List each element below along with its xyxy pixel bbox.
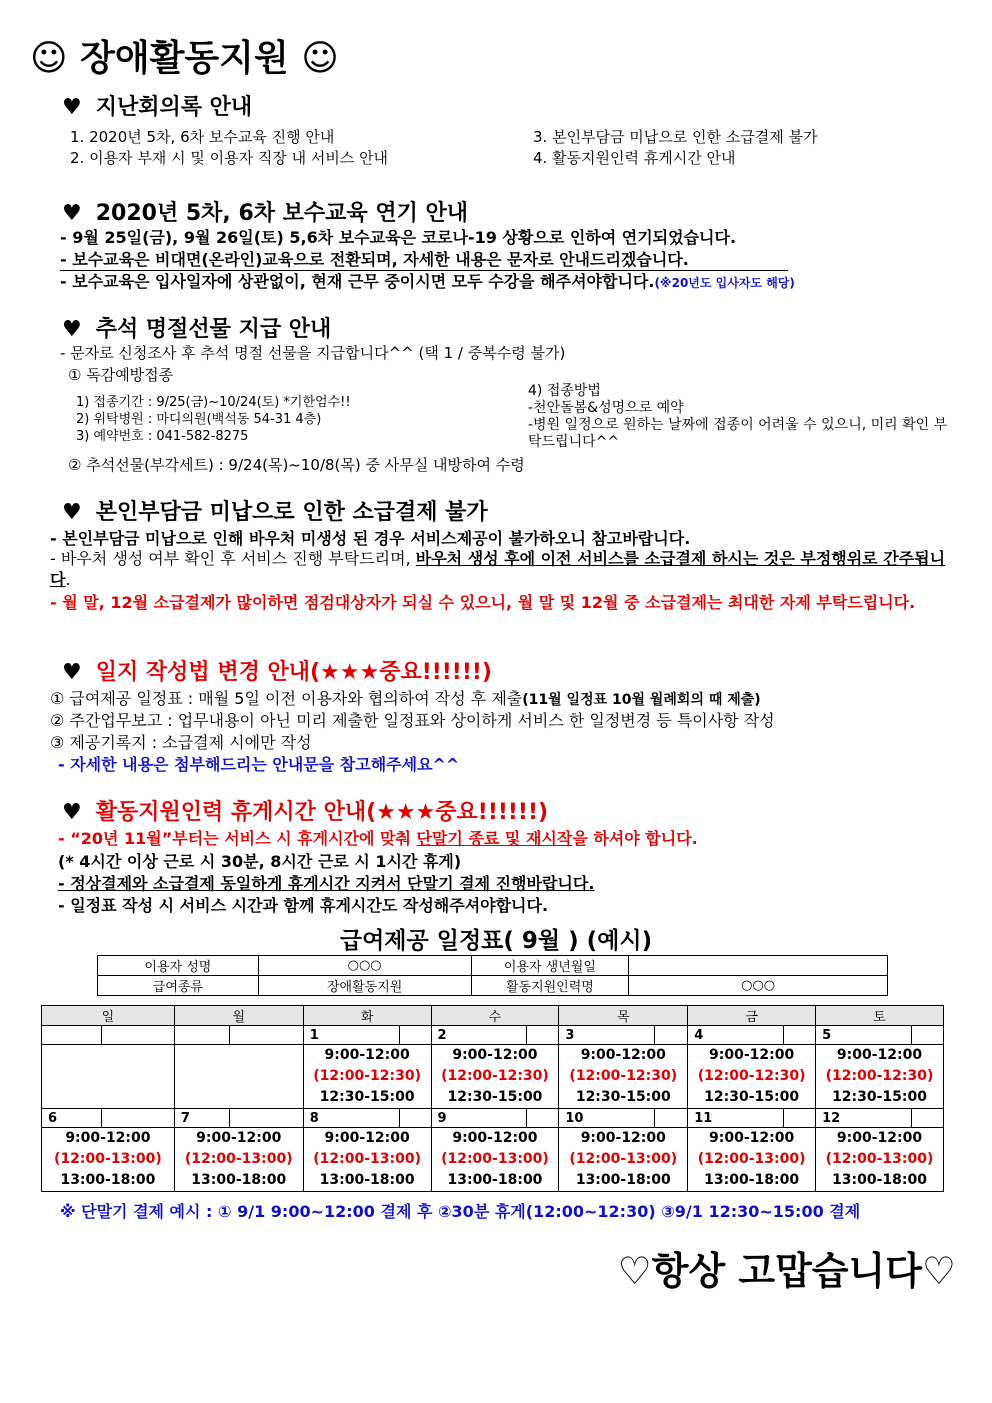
session-work-2: 12:30-15:00 <box>704 1089 800 1105</box>
copay-line-3: - 월 말, 12월 소급결제가 많이하면 점검대상자가 되실 수 있으니, 월 말 및 12월 중 소급결제는 최대한 자제 부탁드립니다. <box>50 593 916 612</box>
session-rest: (12:00-12:30) <box>441 1068 549 1084</box>
session-work-1: 9:00-12:00 <box>836 1047 923 1063</box>
day-number: 5 <box>816 1026 912 1045</box>
user-birth-value <box>629 956 888 976</box>
heart-icon: ♥ <box>62 660 82 685</box>
rest-line-1b: 단말기 종료 및 재시작 <box>416 829 573 848</box>
meeting-item-3: 3. 본인부담금 미납으로 인한 소급결제 불가 <box>533 128 818 146</box>
section-4-heading <box>62 495 488 526</box>
log-note: - 자세한 내용은 첨부해드리는 안내문을 참고해주세요^^ <box>58 755 460 774</box>
day-number-spacer <box>229 1109 303 1128</box>
meeting-item-1: 1. 2020년 5차, 6차 보수교육 진행 안내 <box>70 128 335 146</box>
meeting-item-2: 2. 이용자 부재 시 및 이용자 직장 내 서비스 안내 <box>70 149 389 167</box>
edu-line-3-note: (※20년도 입사자도 해당) <box>654 276 795 290</box>
day-number-spacer <box>784 1109 816 1128</box>
rest-line-3: - 정상결제와 소급결제 동일하게 휴게시간 지켜서 단말기 결제 진행바랍니다. <box>58 874 595 893</box>
edu-line-2: - 보수교육은 비대면(온라인)교육으로 전환되며, 자세한 내용은 문자로 안내드리겠습니다. <box>60 247 788 271</box>
gift-option-2: ② 추석선물(부각세트) : 9/24(목)~10/8(목) 중 사무실 내방하여 수령 <box>68 456 525 474</box>
session-work-1: 9:00-12:00 <box>324 1130 410 1146</box>
session-work-2: 13:00-18:00 <box>704 1172 800 1188</box>
edu-line-1: - 9월 25일(금), 9월 26일(토) 5,6차 보수교육은 코로나-19 상황으로 인하여 연기되었습니다. <box>60 228 737 247</box>
session-work-2: 13:00-18:00 <box>60 1172 156 1188</box>
section-2-heading <box>62 196 468 227</box>
day-header: 금 <box>688 1006 816 1026</box>
section-6-title: 활동지원인력 휴게시간 안내(★★★중요!!!!!!) <box>95 800 549 825</box>
day-number: 6 <box>42 1109 102 1128</box>
edu-line-3-text: - 보수교육은 입사일자에 상관없이, 현재 근무 중이시면 모두 수강을 해주셔야합니다. <box>60 272 655 291</box>
user-name-value: ○○○ <box>258 956 471 976</box>
worker-name-label: 활동지원인력명 <box>471 976 629 996</box>
vaccine-method-a: -천안돌봄&성명으로 예약 <box>528 400 684 416</box>
session-rest: (12:00-12:30) <box>825 1068 934 1084</box>
section-1-title: 지난회의록 안내 <box>95 95 253 120</box>
session-work-2: 12:30-15:00 <box>447 1089 543 1105</box>
session-work-2: 13:00-18:00 <box>447 1172 543 1188</box>
user-name-label: 이용자 성명 <box>98 956 259 976</box>
session-work-1: 9:00-12:00 <box>196 1130 282 1146</box>
day-sessions <box>431 1045 559 1109</box>
vaccine-period: 1) 접종기간 : 9/25(금)~10/24(토) *기한엄수!! <box>76 395 351 410</box>
closing-message: ♡항상 고맙습니다♡ <box>617 1249 956 1293</box>
heart-icon: ♥ <box>62 800 82 825</box>
session-rest: (12:00-12:30) <box>569 1068 678 1084</box>
gift-intro: - 문자로 신청조사 후 추석 명절 선물을 지급합니다^^ (택 1 / 중복수령 불가) <box>60 344 566 362</box>
day-header: 화 <box>303 1006 431 1026</box>
session-rest: (12:00-13:00) <box>569 1151 678 1167</box>
session-work-2: 12:30-15:00 <box>832 1089 927 1105</box>
session-rest: (12:00-13:00) <box>313 1151 421 1167</box>
day-sessions <box>42 1045 175 1109</box>
vaccine-method-b: -병원 일정으로 원하는 날짜에 접종이 어려울 수 있으니, 미리 확인 부탁드립니다^^ <box>528 417 948 450</box>
heart-icon: ♥ <box>62 500 82 525</box>
terminal-payment-example: ※ 단말기 결제 예시 : ① 9/1 9:00~12:00 결제 후 ②30분 휴게(12:00~12:30) ③9/1 12:30~15:00 결제 <box>60 1202 861 1221</box>
log-item-1 <box>50 686 761 709</box>
session-rest: (12:00-13:00) <box>441 1151 549 1167</box>
day-number: 2 <box>431 1026 527 1045</box>
session-rest: (12:00-13:00) <box>184 1151 293 1167</box>
day-number-spacer <box>101 1026 174 1045</box>
section-1-heading <box>62 90 252 121</box>
copay-line-2b: 바우처 생성 후에 이전 서비스를 소급결제 하시는 것은 부정행위로 간주됩니다 <box>50 549 946 589</box>
rest-line-2: (* 4시간 이상 근로 시 30분, 8시간 근로 시 1시간 휴게) <box>58 852 462 871</box>
session-work-1: 9:00-12:00 <box>452 1047 538 1063</box>
vaccine-method-title: 4) 접종방법 <box>528 383 601 399</box>
gift-option-1: ① 독감예방접종 <box>68 366 174 384</box>
day-number: 8 <box>303 1109 399 1128</box>
day-number-spacer <box>101 1109 174 1128</box>
session-rest: (12:00-13:00) <box>825 1151 934 1167</box>
day-sessions <box>816 1128 944 1192</box>
day-number-spacer <box>229 1026 303 1045</box>
day-number: 10 <box>559 1109 655 1128</box>
vaccine-phone: 3) 예약번호 : 041-582-8275 <box>76 429 249 444</box>
session-rest: (12:00-12:30) <box>697 1068 806 1084</box>
day-sessions <box>303 1128 431 1192</box>
session-rest: (12:00-13:00) <box>697 1151 806 1167</box>
session-work-2: 12:30-15:00 <box>319 1089 415 1105</box>
session-work-1: 9:00-12:00 <box>324 1047 410 1063</box>
log-item-3: ③ 제공기록지 : 소급결제 시에만 작성 <box>50 733 312 752</box>
session-rest: (12:00-12:30) <box>313 1068 421 1084</box>
benefit-type-label: 급여종류 <box>98 976 259 996</box>
day-header: 목 <box>559 1006 688 1026</box>
day-sessions <box>174 1128 303 1192</box>
day-number-spacer <box>655 1109 688 1128</box>
day-number-spacer <box>527 1026 559 1045</box>
page-title: ☺ 장애활동지원 ☺ <box>30 38 339 79</box>
section-5-title: 일지 작성법 변경 안내(★★★중요!!!!!!) <box>95 660 492 685</box>
day-header: 토 <box>816 1006 944 1026</box>
log-item-1-text: ① 급여제공 일정표 : 매월 5일 이전 이용자와 협의하여 작성 후 제출 <box>50 689 523 708</box>
rest-line-1c: 을 하셔야 합니다. <box>572 829 698 848</box>
vaccine-hospital: 2) 위탁병원 : 마디의원(백석동 54-31 4층) <box>76 412 322 427</box>
meeting-item-4: 4. 활동지원인력 휴게시간 안내 <box>533 149 736 167</box>
section-5-heading <box>62 655 492 686</box>
session-work-2: 13:00-18:00 <box>319 1172 415 1188</box>
vaccine-method <box>528 383 958 451</box>
log-item-1-note: (11월 일정표 10월 월례회의 때 제출) <box>522 692 761 708</box>
user-birth-label: 이용자 생년월일 <box>471 956 629 976</box>
day-number: 12 <box>816 1109 912 1128</box>
day-sessions <box>303 1045 431 1109</box>
session-work-2: 12:30-15:00 <box>575 1089 671 1105</box>
day-number-spacer <box>655 1026 688 1045</box>
worker-name-value: ○○○ <box>629 976 888 996</box>
benefit-type-value: 장애활동지원 <box>258 976 471 996</box>
session-work-1: 9:00-12:00 <box>580 1130 666 1146</box>
copay-line-2 <box>50 548 960 590</box>
section-6-heading <box>62 795 548 826</box>
day-number-spacer <box>527 1109 559 1128</box>
schedule-title: 급여제공 일정표( 9월 ) (예시) <box>339 928 653 954</box>
day-sessions <box>559 1128 688 1192</box>
section-3-heading <box>62 312 331 343</box>
session-work-2: 13:00-18:00 <box>832 1172 927 1188</box>
session-work-1: 9:00-12:00 <box>580 1047 666 1063</box>
day-number: 1 <box>303 1026 399 1045</box>
rest-line-1 <box>58 826 698 849</box>
heart-icon: ♥ <box>62 201 82 226</box>
heart-icon: ♥ <box>62 317 82 342</box>
day-sessions <box>688 1045 816 1109</box>
copay-line-1: - 본인부담금 미납으로 인해 바우처 미생성 된 경우 서비스제공이 불가하오니 참고바랍니다. <box>50 529 691 548</box>
day-header: 수 <box>431 1006 559 1026</box>
session-work-1: 9:00-12:00 <box>709 1130 795 1146</box>
day-header: 일 <box>42 1006 175 1026</box>
day-header: 월 <box>174 1006 303 1026</box>
day-number: 11 <box>688 1109 784 1128</box>
day-number-spacer <box>784 1026 816 1045</box>
day-sessions <box>174 1045 303 1109</box>
session-work-2: 13:00-18:00 <box>191 1172 287 1188</box>
section-4-title: 본인부담금 미납으로 인한 소급결제 불가 <box>95 500 488 525</box>
day-sessions <box>816 1045 944 1109</box>
heart-icon: ♥ <box>62 95 82 120</box>
day-number: 3 <box>559 1026 655 1045</box>
day-number-spacer <box>911 1026 943 1045</box>
session-work-1: 9:00-12:00 <box>836 1130 923 1146</box>
day-number: 7 <box>174 1109 229 1128</box>
schedule-calendar <box>41 1005 944 1192</box>
day-number-spacer <box>399 1026 431 1045</box>
session-work-1: 9:00-12:00 <box>452 1130 538 1146</box>
section-2-title: 2020년 5차, 6차 보수교육 연기 안내 <box>95 201 469 226</box>
day-sessions <box>431 1128 559 1192</box>
copay-line-2a: - 바우처 생성 여부 확인 후 서비스 진행 부탁드리며, <box>50 549 416 568</box>
day-number: 9 <box>431 1109 527 1128</box>
vaccine-details <box>76 394 351 445</box>
rest-line-4: - 일정표 작성 시 서비스 시간과 함께 휴게시간도 작성해주셔야합니다. <box>58 896 549 915</box>
day-number <box>174 1026 229 1045</box>
day-number: 4 <box>688 1026 784 1045</box>
session-work-1: 9:00-12:00 <box>65 1130 151 1146</box>
section-3-title: 추석 명절선물 지급 안내 <box>95 317 332 342</box>
rest-line-1a: - “20년 11월”부터는 서비스 시 휴게시간에 맞춰 <box>58 829 417 848</box>
day-sessions <box>688 1128 816 1192</box>
session-work-2: 13:00-18:00 <box>575 1172 671 1188</box>
day-number <box>42 1026 102 1045</box>
edu-line-3 <box>60 269 795 292</box>
day-sessions <box>559 1045 688 1109</box>
log-item-2: ② 주간업무보고 : 업무내용이 아닌 미리 제출한 일정표와 상이하게 서비스 한 일정변경 등 특이사항 작성 <box>50 711 775 730</box>
day-number-spacer <box>911 1109 943 1128</box>
session-work-1: 9:00-12:00 <box>709 1047 795 1063</box>
schedule-info-table <box>97 955 888 996</box>
day-number-spacer <box>399 1109 431 1128</box>
day-sessions <box>42 1128 175 1192</box>
copay-line-2c: . <box>65 570 71 589</box>
session-rest: (12:00-13:00) <box>54 1151 162 1167</box>
